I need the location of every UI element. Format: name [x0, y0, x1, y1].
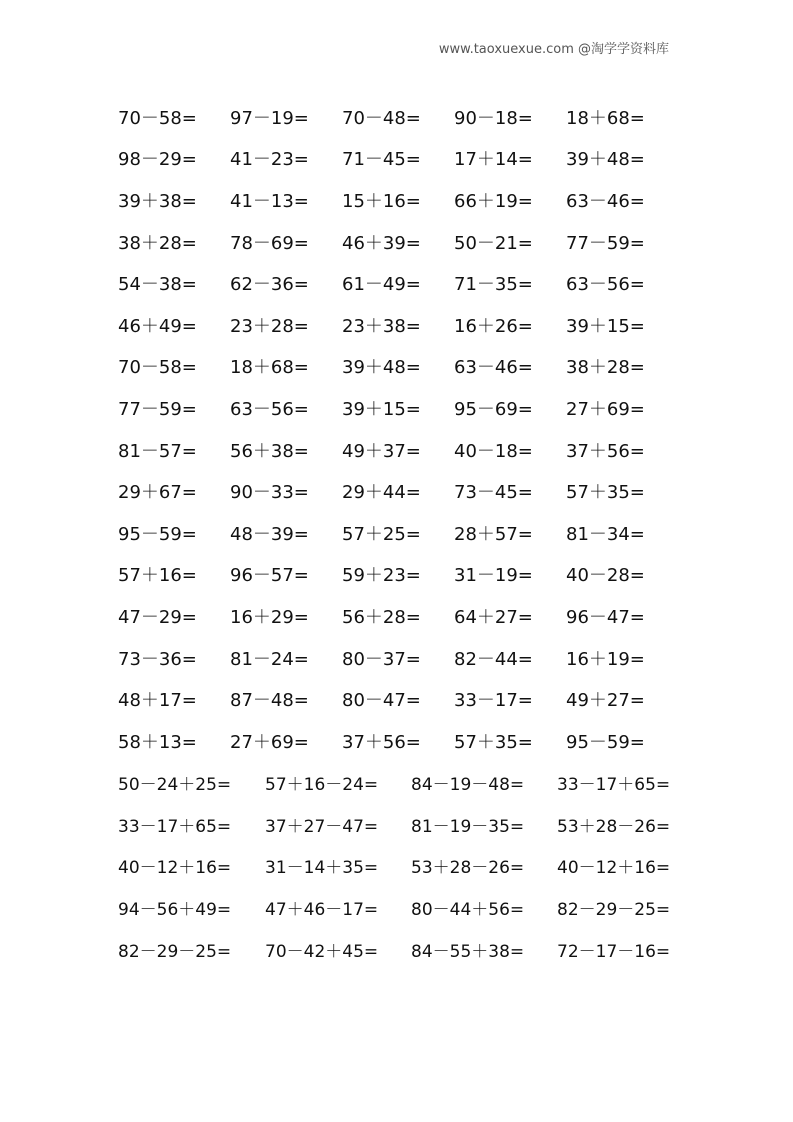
math-problem: 16＋26=	[454, 315, 533, 337]
math-problem: 70－58=	[118, 107, 197, 129]
math-problem: 41－13=	[230, 190, 309, 212]
math-problem: 98－29=	[118, 149, 197, 171]
problem-row	[118, 179, 678, 221]
math-problem: 41－23=	[230, 149, 309, 171]
problem-row	[118, 762, 678, 804]
math-problem: 37＋56=	[342, 731, 421, 753]
problem-row	[118, 96, 678, 138]
math-problem: 57＋16=	[118, 565, 197, 587]
math-problem: 40－28=	[566, 565, 645, 587]
math-problem: 78－69=	[230, 232, 309, 254]
math-problem: 38＋28=	[566, 357, 645, 379]
math-problem: 39＋48=	[342, 357, 421, 379]
math-problem: 18＋68=	[230, 357, 309, 379]
problem-row	[118, 678, 678, 720]
math-problem: 56＋28=	[342, 606, 421, 628]
problem-row	[118, 387, 678, 429]
math-problem: 39＋48=	[566, 149, 645, 171]
math-problem: 37＋56=	[566, 440, 645, 462]
math-problem: 40－18=	[454, 440, 533, 462]
math-problem: 39＋15=	[342, 398, 421, 420]
math-problem: 77－59=	[566, 232, 645, 254]
math-problem: 40－12＋16=	[118, 858, 232, 879]
math-problem: 77－59=	[118, 398, 197, 420]
problem-row	[118, 512, 678, 554]
math-problem: 28＋57=	[454, 523, 533, 545]
math-problem: 33－17＋65=	[557, 775, 671, 796]
math-problem: 82－29－25=	[118, 941, 232, 962]
math-problem: 46＋49=	[118, 315, 197, 337]
problem-row	[118, 470, 678, 512]
three-term-problem-grid	[118, 762, 678, 970]
math-problem: 57＋35=	[454, 731, 533, 753]
math-problem: 72－17－16=	[557, 941, 671, 962]
math-problem: 49＋27=	[566, 690, 645, 712]
math-problem: 53＋28－26=	[411, 858, 525, 879]
math-problem: 17＋14=	[454, 149, 533, 171]
math-problem: 23＋38=	[342, 315, 421, 337]
math-problem: 56＋38=	[230, 440, 309, 462]
math-problem: 95－59=	[566, 731, 645, 753]
math-problem: 16＋19=	[566, 648, 645, 670]
math-problem: 57＋35=	[566, 482, 645, 504]
math-problem: 71－45=	[342, 149, 421, 171]
math-problem: 82－29－25=	[557, 900, 671, 921]
problem-row	[118, 637, 678, 679]
math-problem: 57＋16－24=	[265, 775, 379, 796]
math-problem: 58＋13=	[118, 731, 197, 753]
math-problem: 39＋15=	[566, 315, 645, 337]
math-problem: 71－35=	[454, 274, 533, 296]
math-problem: 47＋46－17=	[265, 900, 379, 921]
math-problem: 80－37=	[342, 648, 421, 670]
math-problem: 80－44＋56=	[411, 900, 525, 921]
math-problem: 80－47=	[342, 690, 421, 712]
problem-row	[118, 138, 678, 180]
problem-row	[118, 304, 678, 346]
math-problem: 40－12＋16=	[557, 858, 671, 879]
math-problem: 70－48=	[342, 107, 421, 129]
math-problem: 33－17=	[454, 690, 533, 712]
problem-row	[118, 928, 678, 970]
math-problem: 49＋37=	[342, 440, 421, 462]
math-problem: 95－69=	[454, 398, 533, 420]
math-problem: 37＋27－47=	[265, 816, 379, 837]
math-problem: 18＋68=	[566, 107, 645, 129]
math-problem: 70－58=	[118, 357, 197, 379]
math-problem: 62－36=	[230, 274, 309, 296]
problem-row	[118, 429, 678, 471]
math-problem: 57＋25=	[342, 523, 421, 545]
math-problem: 81－19－35=	[411, 816, 525, 837]
math-problem: 82－44=	[454, 648, 533, 670]
math-problem: 63－46=	[454, 357, 533, 379]
math-problem: 64＋27=	[454, 606, 533, 628]
math-problem: 84－19－48=	[411, 775, 525, 796]
math-problem: 63－56=	[566, 274, 645, 296]
math-problem: 33－17＋65=	[118, 816, 232, 837]
math-problem: 81－24=	[230, 648, 309, 670]
math-problem: 46＋39=	[342, 232, 421, 254]
math-problem: 16＋29=	[230, 606, 309, 628]
math-problem: 94－56＋49=	[118, 900, 232, 921]
problem-row	[118, 845, 678, 887]
math-problem: 81－57=	[118, 440, 197, 462]
math-problem: 29＋44=	[342, 482, 421, 504]
math-problem: 70－42＋45=	[265, 941, 379, 962]
math-problem: 15＋16=	[342, 190, 421, 212]
math-problem: 39＋38=	[118, 190, 197, 212]
math-problem: 31－19=	[454, 565, 533, 587]
math-problem: 23＋28=	[230, 315, 309, 337]
math-problem: 73－45=	[454, 482, 533, 504]
math-problem: 38＋28=	[118, 232, 197, 254]
math-problem: 90－33=	[230, 482, 309, 504]
page-header-watermark: www.taoxuexue.com @淘学学资料库	[438, 42, 669, 57]
math-problem: 31－14＋35=	[265, 858, 379, 879]
math-problem: 61－49=	[342, 274, 421, 296]
problem-row	[118, 595, 678, 637]
math-problem: 90－18=	[454, 107, 533, 129]
math-problem: 66＋19=	[454, 190, 533, 212]
problem-row	[118, 720, 678, 762]
math-problem: 27＋69=	[566, 398, 645, 420]
math-problem: 96－47=	[566, 606, 645, 628]
math-problem: 50－21=	[454, 232, 533, 254]
math-problem: 73－36=	[118, 648, 197, 670]
problem-row	[118, 554, 678, 596]
math-problem: 87－48=	[230, 690, 309, 712]
math-problem: 48＋17=	[118, 690, 197, 712]
math-problem: 29＋67=	[118, 482, 197, 504]
math-problem: 84－55＋38=	[411, 941, 525, 962]
math-problem: 59＋23=	[342, 565, 421, 587]
math-problem: 81－34=	[566, 523, 645, 545]
math-problem: 54－38=	[118, 274, 197, 296]
problem-row	[118, 804, 678, 846]
problem-row	[118, 887, 678, 929]
problem-row	[118, 346, 678, 388]
math-problem: 53＋28－26=	[557, 816, 671, 837]
math-problem: 63－56=	[230, 398, 309, 420]
math-problem: 50－24＋25=	[118, 775, 232, 796]
problem-row	[118, 221, 678, 263]
math-problem: 27＋69=	[230, 731, 309, 753]
math-problem: 47－29=	[118, 606, 197, 628]
problem-row	[118, 262, 678, 304]
two-term-problem-grid	[118, 96, 678, 762]
math-problem: 96－57=	[230, 565, 309, 587]
math-problem: 95－59=	[118, 523, 197, 545]
math-problem: 97－19=	[230, 107, 309, 129]
math-problem: 48－39=	[230, 523, 309, 545]
math-problem: 63－46=	[566, 190, 645, 212]
